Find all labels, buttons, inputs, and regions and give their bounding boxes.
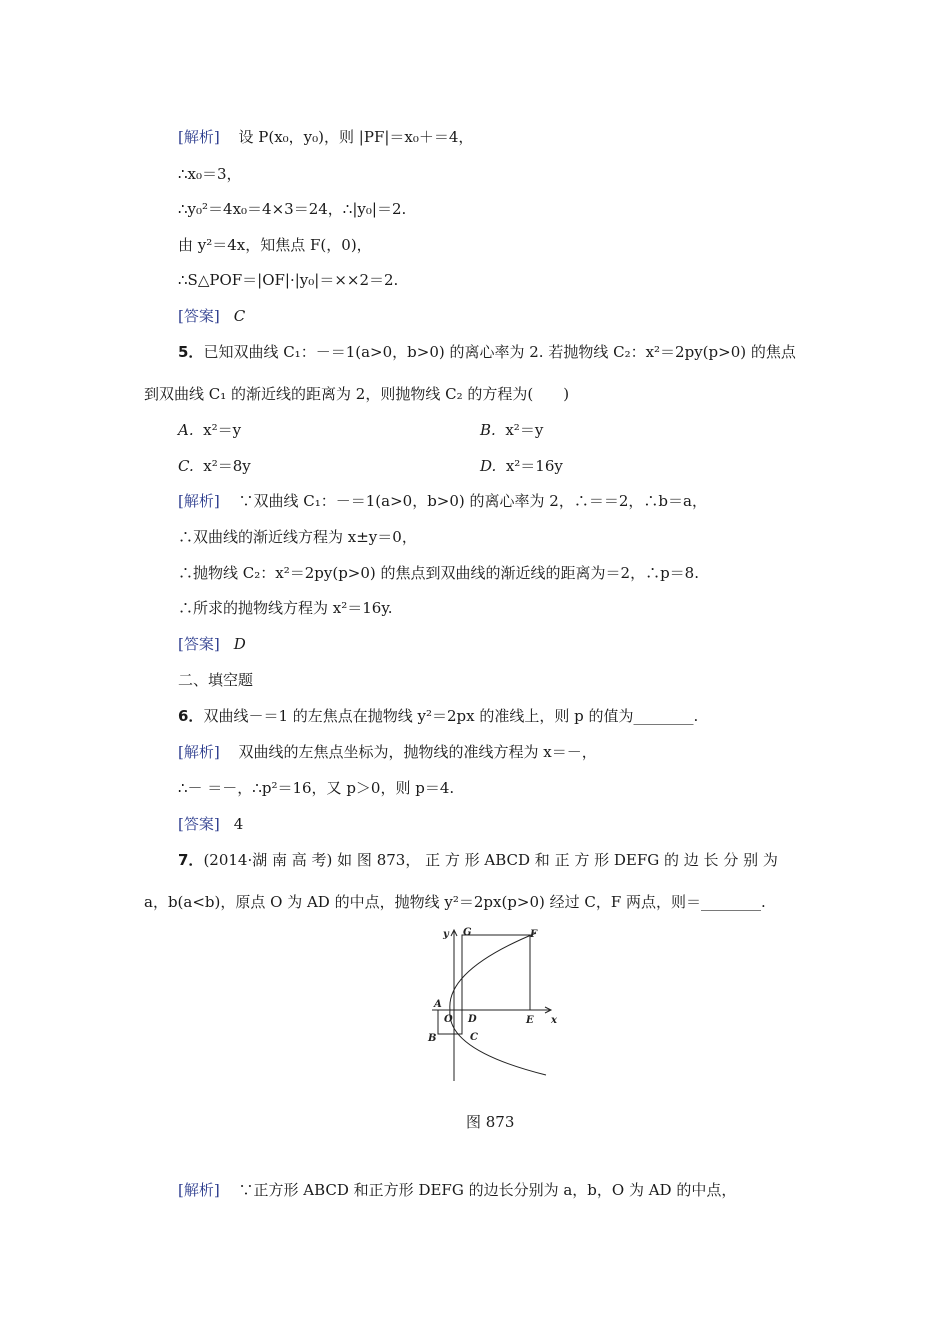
option-label: C. [178, 457, 194, 475]
label-e: E [526, 1015, 534, 1026]
answer-tag: [答案] [178, 815, 220, 833]
option-a [178, 420, 241, 440]
label-a: A [434, 999, 442, 1010]
text-line: 由 y²＝4x，知焦点 F(，0)， [178, 236, 372, 254]
analysis-text: 双曲线的左焦点坐标为，抛物线的准线方程为 x＝－， [238, 743, 597, 761]
option-text: x²＝y [505, 421, 544, 439]
square-defg [462, 935, 530, 1010]
answer-line [178, 306, 245, 326]
analysis-text: ∵双曲线 C₁：－＝1(a>0，b>0) 的离心率为 2，∴＝＝2，∴b＝a， [238, 492, 707, 510]
label-g: G [463, 927, 472, 938]
answer-value: D [233, 635, 246, 653]
answer-value: 4 [233, 815, 244, 833]
label-f: F [530, 929, 538, 940]
analysis-line [178, 127, 473, 147]
analysis-line [178, 1180, 736, 1200]
answer-tag: [答案] [178, 635, 220, 653]
section-heading: 二、填空题 [178, 671, 254, 689]
question-line [178, 706, 698, 726]
text-line: 到双曲线 C₁ 的渐近线的距离为 2，则抛物线 C₂ 的方程为( ) [144, 385, 570, 403]
text-line: ∴－ ＝－，∴p²＝16，又 p＞0，则 p＝4. [178, 779, 455, 797]
option-text: x²＝y [203, 421, 242, 439]
text-line: ∴y₀²＝4x₀＝4×3＝24，∴|y₀|＝2. [178, 200, 407, 218]
label-d: D [468, 1014, 477, 1025]
answer-line [178, 634, 246, 654]
parabola-squares-diagram [418, 925, 558, 1085]
text-line: ∴双曲线的渐近线方程为 x±y＝0， [178, 528, 417, 546]
label-y: y [443, 929, 449, 940]
option-label: B. [480, 421, 496, 439]
question-number: 6． [178, 707, 204, 725]
question-text: (2014·湖 南 高 考) 如 图 873， 正 方 形 ABCD 和 正 方 形 DEFG 的 边 长 分 别 为 [203, 851, 778, 869]
analysis-line [178, 491, 707, 511]
analysis-tag: [解析] [178, 1181, 220, 1199]
question-line [178, 850, 778, 870]
parabola-curve [450, 933, 546, 1075]
analysis-line [178, 742, 597, 762]
answer-value: C [233, 307, 246, 325]
figure-873 [418, 925, 558, 1085]
option-d [480, 456, 563, 476]
answer-line [178, 814, 243, 834]
figure-caption: 图 873 [466, 1113, 515, 1131]
option-c [178, 456, 251, 476]
analysis-tag: [解析] [178, 492, 220, 510]
option-b [480, 420, 543, 440]
text-line: ∴x₀＝3， [178, 165, 242, 183]
option-text: x²＝8y [203, 457, 251, 475]
label-c: C [470, 1032, 478, 1043]
label-o: O [444, 1014, 453, 1025]
question-line [178, 342, 796, 362]
option-text: x²＝16y [505, 457, 563, 475]
question-number: 7． [178, 851, 204, 869]
option-label: A. [178, 421, 194, 439]
analysis-text: 设 P(x₀，y₀)，则 |PF|＝x₀＋＝4， [238, 128, 474, 146]
answer-tag: [答案] [178, 307, 220, 325]
label-b: B [428, 1033, 437, 1044]
text-line: ∴S△POF＝|OF|·|y₀|＝××2＝2. [178, 271, 399, 289]
option-label: D. [480, 457, 497, 475]
question-text: 已知双曲线 C₁：－＝1(a>0，b>0) 的离心率为 2. 若抛物线 C₂：x²＝2py(p>0) 的焦点 [203, 343, 796, 361]
text-line: a，b(a<b)，原点 O 为 AD 的中点，抛物线 y²＝2px(p>0) 经过 C，F 两点，则＝________. [144, 893, 766, 911]
analysis-tag: [解析] [178, 743, 220, 761]
text-line: ∴抛物线 C₂：x²＝2py(p>0) 的焦点到双曲线的渐近线的距离为＝2，∴p＝8. [178, 564, 699, 582]
label-x: x [551, 1015, 557, 1026]
question-text: 双曲线－＝1 的左焦点在抛物线 y²＝2px 的准线上，则 p 的值为________. [203, 707, 699, 725]
text-line: ∴所求的抛物线方程为 x²＝16y. [178, 599, 393, 617]
analysis-tag: [解析] [178, 128, 220, 146]
question-number: 5． [178, 343, 204, 361]
analysis-text: ∵正方形 ABCD 和正方形 DEFG 的边长分别为 a，b，O 为 AD 的中点， [238, 1181, 737, 1199]
